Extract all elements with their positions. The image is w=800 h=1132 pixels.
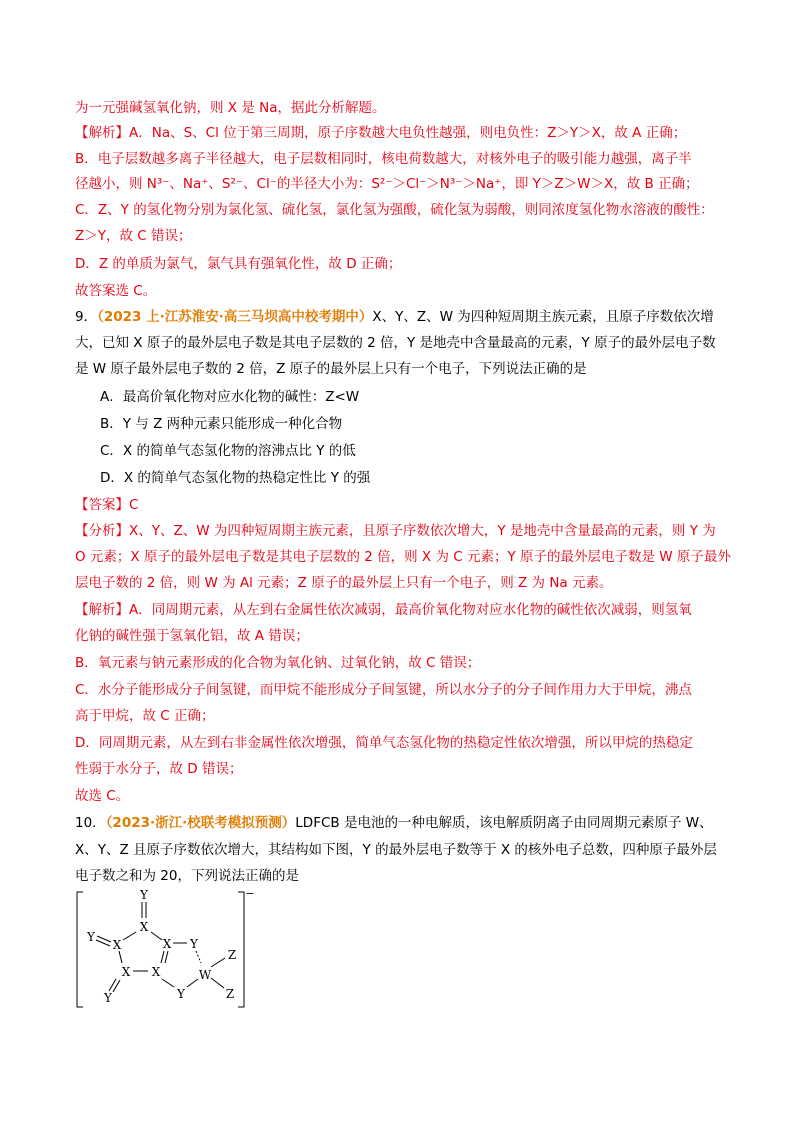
atom-label: X bbox=[112, 938, 122, 952]
q9-analysis-line: 化钠的碱性强于氢氧化铝，故 A 错误； bbox=[75, 628, 309, 644]
q9-analysis-line: D．同周期元素，从左到右非金属性依次增强，简单气态氢化物的热稳定性依次增强，所以甲烷的热稳定 bbox=[75, 735, 693, 751]
q9-stem: 大，已知 X 原子的最外层电子数是其电子层数的 2 倍，Y 是地壳中含量最高的元素，Y 原子的最外层电子数 bbox=[75, 335, 716, 351]
q9-option-b: B．Y 与 Z 两种元素只能形成一种化合物 bbox=[100, 416, 343, 432]
q9-option-a: A．最高价氧化物对应水化物的碱性：Z<W bbox=[100, 389, 360, 405]
q9-source: （2023 上·江苏淮安·高三马坝高中校考期中） bbox=[97, 309, 373, 325]
atom-label: Y bbox=[177, 987, 185, 1001]
q9-analysis-line: B．氧元素与钠元素形成的化合物为氧化钠、过氧化钠，故 C 错误； bbox=[75, 655, 481, 671]
q9-stem-text: X、Y、Z、W 为四种短周期主族元素，且原子序数依次增 bbox=[372, 309, 714, 325]
q9-analysis-line: 【解析】A．同周期元素，从左到右金属性依次减弱，最高价氧化物对应水化物的碱性依次减弱，则氢氧 bbox=[75, 602, 692, 618]
q8-line: Z＞Y，故 C 错误； bbox=[75, 228, 192, 244]
atom-label: Y bbox=[190, 937, 198, 951]
atom-label: Z bbox=[225, 987, 235, 1001]
q8-line: 【解析】A．Na、S、Cl 位于第三周期，原子序数越大电负性越强，则电负性：Z＞Y＞X，故 A 正确； bbox=[75, 125, 687, 141]
q10-stem: 电子数之和为 20，下列说法正确的是 bbox=[75, 868, 299, 884]
q9-analysis-line: 层电子数的 2 倍，则 W 为 Al 元素；Z 原子的最外层上只有一个电子，则 Z 为 Na 元素。 bbox=[75, 575, 613, 591]
q10-stem-text: LDFCB 是电池的一种电解质，该电解质阴离子由同周期元素原子 W、 bbox=[295, 815, 713, 831]
q9-answer: 【答案】C bbox=[75, 497, 139, 513]
q9-analysis-line: C．水分子能形成分子间氢键，而甲烷不能形成分子间氢键，所以水分子的分子间作用力大于甲烷，沸点 bbox=[75, 682, 692, 698]
atom-label: Z bbox=[227, 948, 237, 962]
q9-number: 9． bbox=[75, 309, 98, 325]
q10-source: （2023·浙江·校联考模拟预测） bbox=[105, 815, 296, 831]
q9-option-d: D．X 的简单气态氢化物的热稳定性比 Y 的强 bbox=[100, 470, 371, 486]
q9-option-c: C．X 的简单气态氢化物的溶沸点比 Y 的低 bbox=[100, 443, 356, 459]
atom-label: X bbox=[151, 965, 161, 979]
atom-label: Y bbox=[87, 930, 95, 944]
atom-label: W bbox=[198, 968, 212, 982]
atom-label: X bbox=[121, 965, 131, 979]
atom-label: Y bbox=[140, 888, 148, 902]
q9-analysis-line: O 元素；X 原子的最外层电子数是其电子层数的 2 倍，则 X 为 C 元素；Y 原子的最外层电子数是 W 原子最外 bbox=[75, 549, 731, 565]
q9-stem-first bbox=[75, 308, 714, 326]
q9-analysis-line: 【分析】X、Y、Z、W 为四种短周期主族元素，且原子序数依次增大，Y 是地壳中含量最高的元素，则 Y 为 bbox=[75, 523, 716, 539]
q10-number: 10． bbox=[75, 815, 106, 831]
q8-line: C．Z、Y 的氢化物分别为氯化氢、硫化氢，氯化氢为强酸，硫化氢为弱酸，则同浓度氢化物水溶液的酸性： bbox=[75, 202, 714, 218]
q9-analysis-line: 高于甲烷，故 C 正确； bbox=[75, 708, 215, 724]
atom-label: X bbox=[162, 937, 172, 951]
atom-label: Y bbox=[104, 991, 112, 1005]
q8-line: 径越小，则 N³⁻、Na⁺、S²⁻、Cl⁻的半径大小为：S²⁻＞Cl⁻＞N³⁻＞Na⁺，即 Y＞Z＞W＞X，故 B 正确； bbox=[75, 176, 699, 192]
right-bracket bbox=[238, 892, 244, 1007]
q9-stem: 是 W 原子最外层电子数的 2 倍，Z 原子的最外层上只有一个电子，下列说法正确的是 bbox=[75, 361, 587, 377]
left-bracket bbox=[77, 892, 83, 1007]
anion-charge: − bbox=[245, 887, 255, 900]
q8-line: B．电子层数越多离子半径越大，电子层数相同时，核电荷数越大，对核外电子的吸引能力越强，离子半 bbox=[75, 151, 692, 167]
q9-analysis-line: 性弱于水分子，故 D 错误； bbox=[75, 761, 243, 777]
q8-line: D．Z 的单质为氯气，氯气具有强氧化性，故 D 正确； bbox=[75, 256, 402, 272]
q9-analysis-line: 故选 C。 bbox=[75, 788, 130, 804]
q8-line: 为一元强碱氢氧化钠，则 X 是 Na，据此分析解题。 bbox=[75, 100, 386, 116]
atom-label: X bbox=[139, 920, 149, 934]
anion-structure-diagram bbox=[70, 885, 270, 1015]
q10-stem: X、Y、Z 且原子序数依次增大，其结构如下图，Y 的最外层电子数等于 X 的核外电子总数，四种原子最外层 bbox=[75, 842, 717, 858]
q8-line: 故答案选 C。 bbox=[75, 283, 157, 299]
q10-stem-first bbox=[75, 814, 713, 832]
